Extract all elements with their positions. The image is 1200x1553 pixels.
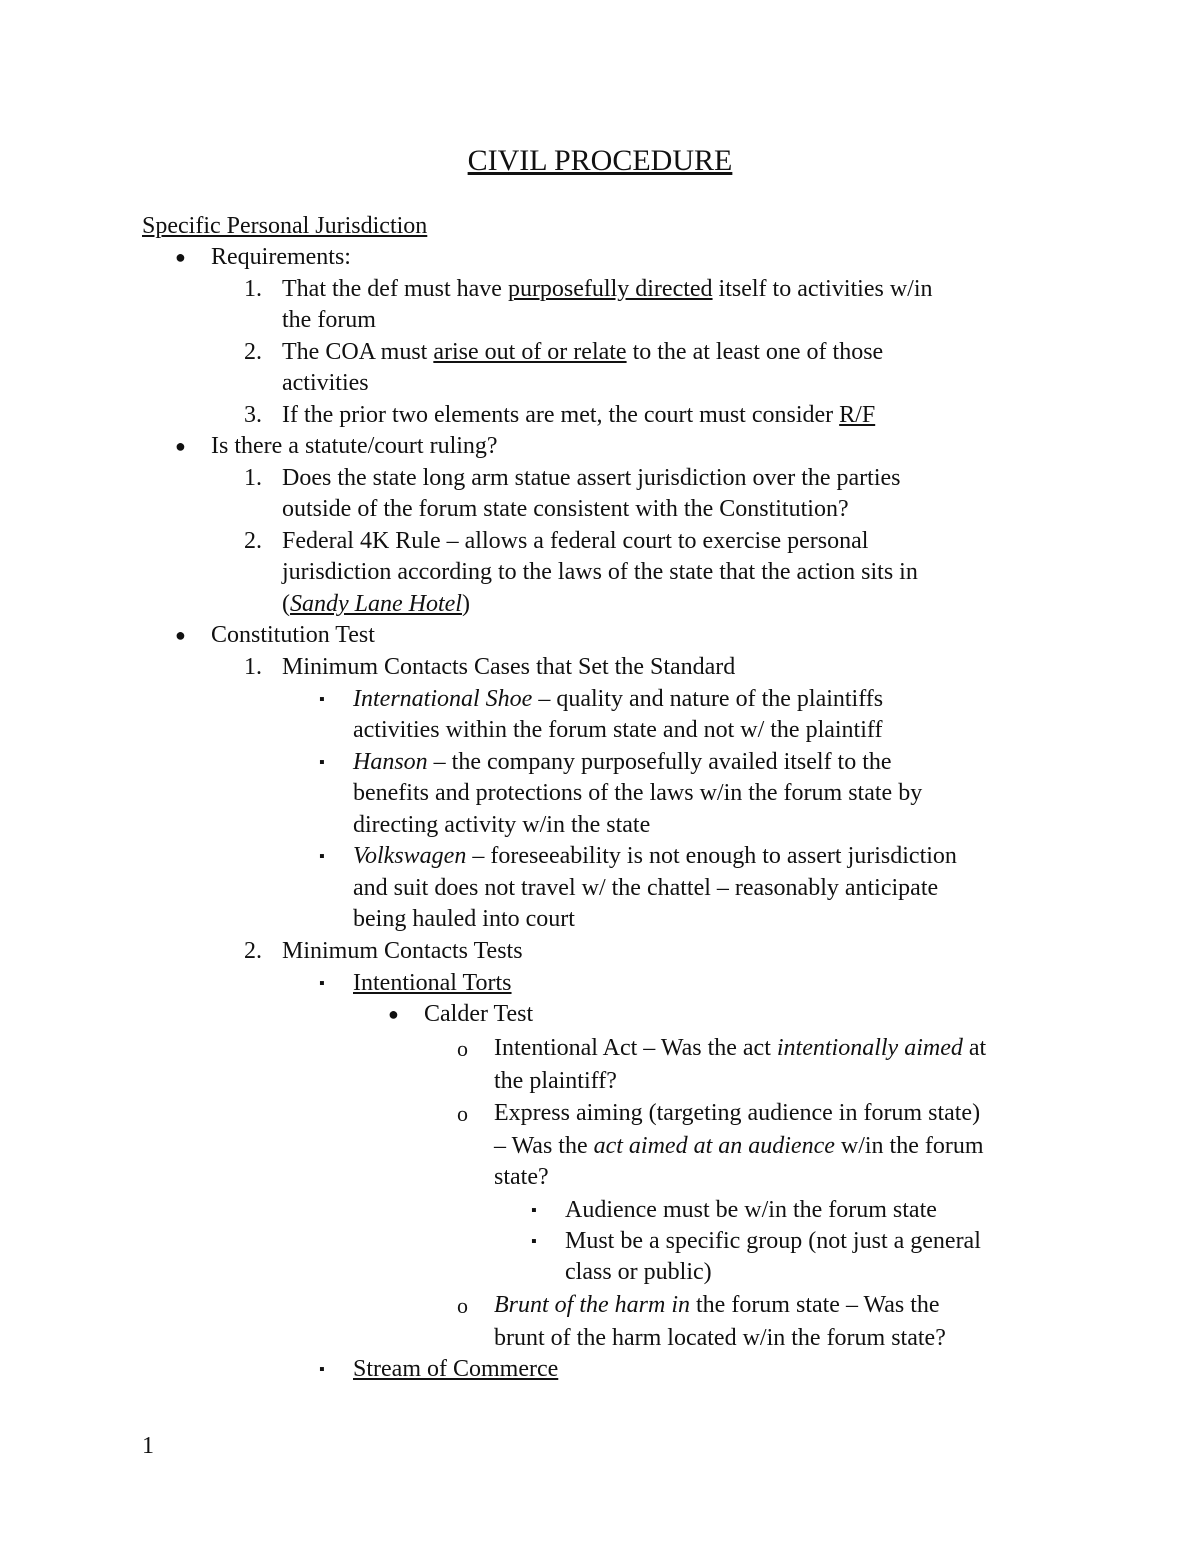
case-item-cont: benefits and protections of the laws w/in the forum state by	[353, 780, 923, 806]
case-item-cont: directing activity w/in the state	[353, 812, 651, 838]
case-item: International Shoe – quality and nature of the plaintiffs	[353, 686, 884, 712]
list-item-cont: the forum	[282, 307, 376, 333]
calder-element-cont: the plaintiff?	[494, 1068, 617, 1094]
calder-element: Brunt of the harm in the forum state – Was the	[494, 1292, 940, 1318]
square-bullet: ▪	[319, 754, 325, 771]
square-bullet: ▪	[319, 1361, 325, 1378]
subheading-stream-of-commerce: Stream of Commerce	[353, 1356, 559, 1382]
case-item: Volkswagen – foreseeability is not enough to assert jurisdiction	[353, 843, 957, 869]
bullet-requirements: Requirements:	[211, 244, 351, 270]
case-item-cont: and suit does not travel w/ the chattel – reasonably anticipate	[353, 875, 939, 901]
list-number: 1.	[244, 465, 262, 491]
calder-element: Express aiming (targeting audience in forum state)	[494, 1100, 981, 1126]
list-item-cont: (Sandy Lane Hotel)	[282, 591, 470, 617]
case-item-cont: activities within the forum state and not w/ the plaintiff	[353, 717, 883, 743]
square-bullet: ▪	[531, 1202, 537, 1219]
bullet-constitution: Constitution Test	[211, 622, 375, 648]
subheading-intentional-torts: Intentional Torts	[353, 970, 512, 996]
page-title: CIVIL PROCEDURE	[467, 144, 733, 177]
list-item: Federal 4K Rule – allows a federal court to exercise personal	[282, 528, 869, 554]
list-item: Minimum Contacts Tests	[282, 938, 523, 964]
section-heading: Specific Personal Jurisdiction	[142, 213, 428, 239]
list-item: Minimum Contacts Cases that Set the Standard	[282, 654, 736, 680]
square-bullet: ▪	[319, 691, 325, 708]
square-bullet: ▪	[531, 1233, 537, 1250]
bullet-dot: ●	[388, 1004, 399, 1024]
list-item: The COA must arise out of or relate to the at least one of those	[282, 339, 884, 365]
list-item-cont: outside of the forum state consistent with the Constitution?	[282, 496, 849, 522]
calder-element: Intentional Act – Was the act intentionally aimed at	[494, 1035, 987, 1061]
case-item: Hanson – the company purposefully availed itself to the	[353, 749, 892, 775]
circle-bullet: o	[457, 1293, 468, 1318]
calder-test: Calder Test	[424, 1001, 534, 1027]
list-number: 2.	[244, 528, 262, 554]
list-number: 3.	[244, 402, 262, 428]
list-item-cont: activities	[282, 370, 369, 396]
list-item: Does the state long arm statue assert jurisdiction over the parties	[282, 465, 901, 491]
calder-element-cont: state?	[494, 1164, 549, 1190]
square-bullet: ▪	[319, 848, 325, 865]
list-item-cont: jurisdiction according to the laws of the state that the action sits in	[282, 559, 918, 585]
audience-item: Audience must be w/in the forum state	[565, 1197, 937, 1223]
bullet-statute: Is there a statute/court ruling?	[211, 433, 498, 459]
audience-item-cont: class or public)	[565, 1259, 712, 1285]
case-item-cont: being hauled into court	[353, 906, 575, 932]
audience-item: Must be a specific group (not just a general	[565, 1228, 981, 1254]
bullet-dot: ●	[175, 247, 186, 267]
calder-element-cont: – Was the act aimed at an audience w/in the forum	[494, 1133, 984, 1159]
list-number: 2.	[244, 339, 262, 365]
square-bullet: ▪	[319, 975, 325, 992]
list-item: That the def must have purposefully directed itself to activities w/in	[282, 276, 933, 302]
list-number: 1.	[244, 276, 262, 302]
calder-element-cont: brunt of the harm located w/in the forum state?	[494, 1325, 946, 1351]
circle-bullet: o	[457, 1036, 468, 1061]
page-number: 1	[142, 1433, 154, 1459]
circle-bullet: o	[457, 1101, 468, 1126]
list-number: 2.	[244, 938, 262, 964]
list-item: If the prior two elements are met, the court must consider R/F	[282, 402, 876, 428]
list-number: 1.	[244, 654, 262, 680]
bullet-dot: ●	[175, 625, 186, 645]
bullet-dot: ●	[175, 436, 186, 456]
